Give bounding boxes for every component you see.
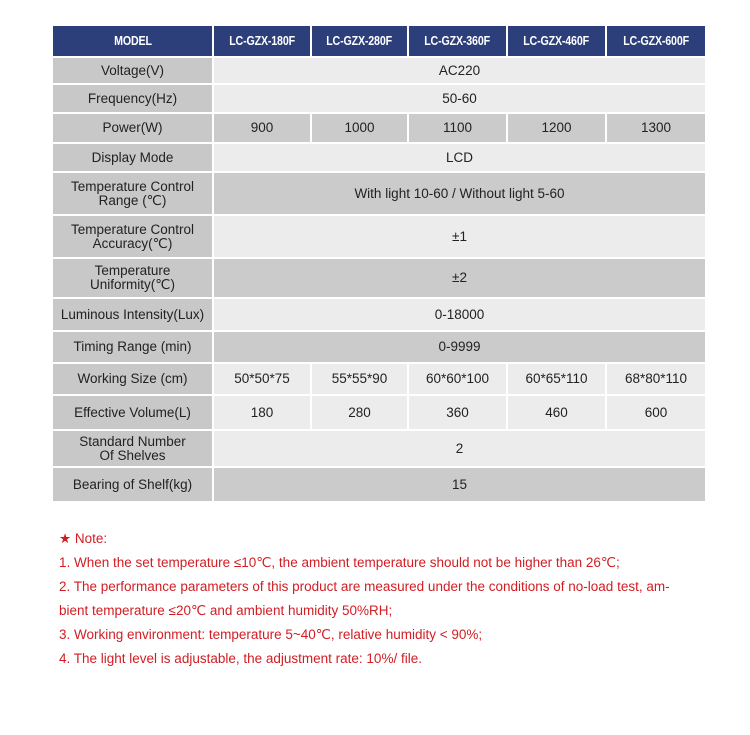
row-value: ±1	[214, 216, 705, 259]
row-label: Standard Number Of Shelves	[53, 431, 214, 468]
row-timing	[53, 332, 705, 364]
row-value: 50-60	[214, 85, 705, 114]
row-value: 600	[607, 396, 705, 431]
row-working-size	[53, 364, 705, 396]
row-value: With light 10-60 / Without light 5-60	[214, 173, 705, 216]
row-label: Working Size (cm)	[53, 364, 214, 396]
row-temp-accuracy	[53, 216, 705, 259]
row-label: Luminous Intensity(Lux)	[53, 299, 214, 332]
note-line: bient temperature ≤20℃ and ambient humidity 50%RH;	[59, 603, 393, 618]
header-row	[53, 26, 705, 58]
row-temp-uniformity	[53, 259, 705, 299]
row-value: 900	[214, 114, 312, 144]
header-model-3: LC-GZX-360F	[409, 26, 508, 58]
row-label: Power(W)	[53, 114, 214, 144]
row-power	[53, 114, 705, 144]
note-line: 4. The light level is adjustable, the adjustment rate: 10%/ file.	[59, 651, 422, 666]
note-line: 1. When the set temperature ≤10℃, the ambient temperature should not be higher than 26℃;	[59, 555, 620, 570]
row-value: 68*80*110	[607, 364, 705, 396]
row-value: 360	[409, 396, 508, 431]
row-value: 0-18000	[214, 299, 705, 332]
spec-table	[53, 26, 705, 503]
row-value: 60*65*110	[508, 364, 607, 396]
row-label: Timing Range (min)	[53, 332, 214, 364]
row-volume	[53, 396, 705, 431]
header-model: MODEL	[53, 26, 214, 58]
row-frequency	[53, 85, 705, 114]
row-luminous	[53, 299, 705, 332]
header-model-2: LC-GZX-280F	[312, 26, 409, 58]
row-value: 180	[214, 396, 312, 431]
header-model-5: LC-GZX-600F	[607, 26, 705, 58]
row-label: Temperature Control Accuracy(℃)	[53, 216, 214, 259]
row-label: Effective Volume(L)	[53, 396, 214, 431]
row-value: 1300	[607, 114, 705, 144]
header-model-1: LC-GZX-180F	[214, 26, 312, 58]
row-value: 0-9999	[214, 332, 705, 364]
row-value: 55*55*90	[312, 364, 409, 396]
row-bearing	[53, 468, 705, 503]
row-label: Temperature Control Range (℃)	[53, 173, 214, 216]
row-value: ±2	[214, 259, 705, 299]
row-value: 1100	[409, 114, 508, 144]
row-value: AC220	[214, 58, 705, 85]
row-value: 1200	[508, 114, 607, 144]
row-display	[53, 144, 705, 173]
row-label: Frequency(Hz)	[53, 85, 214, 114]
row-value: 1000	[312, 114, 409, 144]
notes-section	[59, 527, 709, 671]
row-label: Display Mode	[53, 144, 214, 173]
note-line: 2. The performance parameters of this product are measured under the conditions of no-load test, am-	[59, 579, 670, 594]
row-label: Temperature Uniformity(℃)	[53, 259, 214, 299]
row-value: 2	[214, 431, 705, 468]
row-value: 460	[508, 396, 607, 431]
row-shelves	[53, 431, 705, 468]
row-value: LCD	[214, 144, 705, 173]
star-icon: ★	[59, 531, 72, 546]
row-voltage	[53, 58, 705, 85]
notes-title: ★ Note:	[59, 531, 108, 546]
row-value: 60*60*100	[409, 364, 508, 396]
row-temp-range	[53, 173, 705, 216]
row-value: 15	[214, 468, 705, 503]
row-value: 280	[312, 396, 409, 431]
note-line: 3. Working environment: temperature 5~40℃, relative humidity < 90%;	[59, 627, 483, 642]
header-model-4: LC-GZX-460F	[508, 26, 607, 58]
row-label: Bearing of Shelf(kg)	[53, 468, 214, 503]
row-value: 50*50*75	[214, 364, 312, 396]
row-label: Voltage(V)	[53, 58, 214, 85]
